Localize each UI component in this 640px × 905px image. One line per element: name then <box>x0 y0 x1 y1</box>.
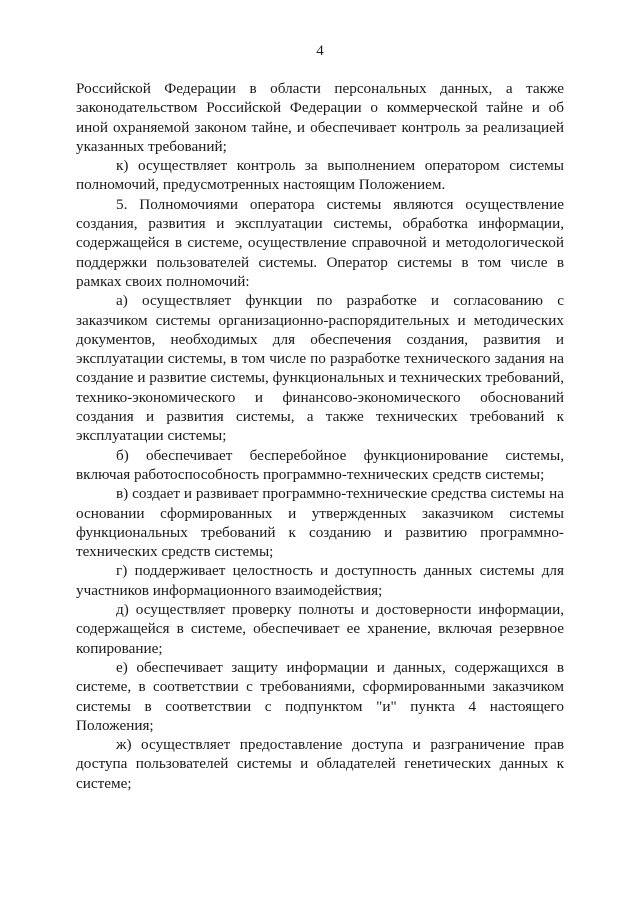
paragraph-item-k: к) осуществляет контроль за выполнением оператором системы полномочий, предусмотренных настоящим Положением. <box>76 157 564 194</box>
paragraph-item-g: г) поддерживает целостность и доступность данных системы для участников информационного взаимодействия; <box>76 562 564 599</box>
paragraph-item-d: д) осуществляет проверку полноты и достоверности информации, содержащейся в системе, обеспечивает ее хранение, включая резервное копирование; <box>76 601 564 657</box>
page-number: 4 <box>316 43 324 59</box>
paragraph-continuation: Российской Федерации в области персональных данных, а также законодательством Российской Федерации о коммерческой тайне и об иной охраняемой законом тайне, и обеспечивает контроль за реализацией указанных требований; <box>76 80 564 155</box>
paragraph-item-a: а) осуществляет функции по разработке и согласованию с заказчиком системы организационно-распорядительных и методических документов, необходимых для обеспечения создания, развития и эксплуатации системы, в том числе по разработке технического задания на создание и развитие системы, функциональных и технических требований, технико-экономического и финансово-экономического обоснований создания и развития системы, а также технических требований к эксплуатации системы; <box>76 292 564 445</box>
paragraph-item-b: б) обеспечивает бесперебойное функционирование системы, включая работоспособность программно-технических средств системы; <box>76 446 564 483</box>
paragraph-section-5: 5. Полномочиями оператора системы являются осуществление создания, развития и эксплуатации системы, обработка информации, содержащейся в системе, осуществление справочной и методологической поддержки пользователей системы. Оператор системы в том числе в рамках своих полномочий: <box>76 195 564 290</box>
paragraph-item-v: в) создает и развивает программно-технические средства системы на основании сформированных и утвержденных заказчиком системы функциональных требований к созданию и развитию программно-технических средств системы; <box>76 485 564 561</box>
paragraph-item-zh: ж) осуществляет предоставление доступа и разграничение прав доступа пользователей системы и обладателей генетических данных к системе; <box>76 736 564 792</box>
paragraph-item-e: е) обеспечивает защиту информации и данных, содержащихся в системе, в соответствии с требованиями, сформированными заказчиком системы в соответствии с подпунктом "и" пункта 4 настоящего Положения; <box>76 658 564 734</box>
document-body <box>76 79 564 793</box>
